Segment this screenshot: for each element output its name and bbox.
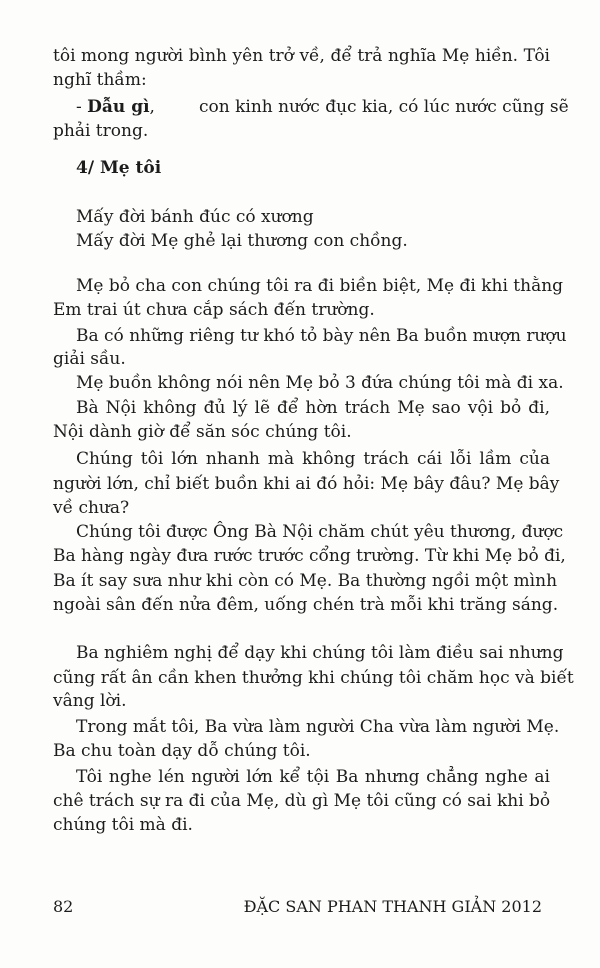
text-line: Ba nghiêm nghị để dạy khi chúng tôi làm điều sai nhưng (76, 643, 564, 663)
text-line: Mẹ bỏ cha con chúng tôi ra đi biền biệt, Mẹ đi khi thằng (76, 276, 564, 296)
text-line: Trong mắt tôi, Ba vừa làm người Cha vừa làm người Mẹ. (76, 717, 560, 737)
text-line: người lớn, chỉ biết buồn khi ai đó hỏi: Mẹ bây đâu? Mẹ bây (53, 474, 560, 494)
quote-comma: , (149, 97, 155, 117)
text-line: chê trách sự ra đi của Mẹ, dù gì Mẹ tôi cũng có sai khi bỏ (53, 791, 551, 811)
quote-dash: - (76, 97, 88, 117)
text-line: Chúng tôi được Ông Bà Nội chăm chút yêu thương, được (76, 522, 564, 542)
text-line: Ba ít say sưa như khi còn có Mẹ. Ba thường ngồi một mình (53, 571, 558, 591)
text-line: Ba chu toàn dạy dỗ chúng tôi. (53, 741, 311, 761)
text-line: Chúng tôi lớn nhanh mà không trách cái lỗi lầm của (76, 449, 550, 469)
text-line: nghĩ thầm: (53, 70, 147, 90)
text-line: phải trong. (53, 121, 149, 141)
text-line: tôi mong người bình yên trở về, để trả nghĩa Mẹ hiền. Tôi (53, 46, 550, 66)
text-line: cũng rất ân cần khen thưởng khi chúng tôi chăm học và biết (53, 668, 574, 688)
quote-bold-word: Dẫu gì (87, 97, 150, 117)
text-line: ngoài sân đến nửa đêm, uống chén trà mỗi khi trăng sáng. (53, 595, 559, 615)
text-line: Mẹ buồn không nói nên Mẹ bỏ 3 đứa chúng tôi mà đi xa. (76, 373, 564, 393)
text-line: Ba hàng ngày đưa rước trước cổng trường. Từ khi Mẹ bỏ đi, (53, 546, 566, 566)
text-line: giải sầu. (53, 349, 126, 369)
text-line: Mấy đời Mẹ ghẻ lại thương con chồng. (76, 231, 408, 251)
section-heading: 4/ Mẹ tôi (76, 158, 162, 178)
text-line: Nội dành giờ để săn sóc chúng tôi. (53, 422, 352, 442)
text-line: về chưa? (53, 498, 130, 518)
text-line: Tôi nghe lén người lớn kể tội Ba nhưng chẳng nghe ai (76, 767, 550, 787)
text-line: vâng lời. (53, 691, 127, 711)
text-line: Em trai út chưa cắp sách đến trường. (53, 300, 375, 320)
text-line: con kinh nước đục kia, có lúc nước cũng sẽ (199, 97, 569, 117)
text-line: Ba có những riêng tư khó tỏ bày nên Ba buồn mượn rượu (76, 326, 567, 346)
text-line: chúng tôi mà đi. (53, 815, 193, 835)
quote-line (76, 97, 155, 117)
publication-title: ĐẶC SAN PHAN THANH GIẢN 2012 (243, 897, 542, 916)
page-number: 82 (53, 897, 74, 916)
text-line: Bà Nội không đủ lý lẽ để hờn trách Mẹ sao vội bỏ đi, (76, 398, 550, 418)
text-line: Mấy đời bánh đúc có xương (76, 207, 314, 227)
